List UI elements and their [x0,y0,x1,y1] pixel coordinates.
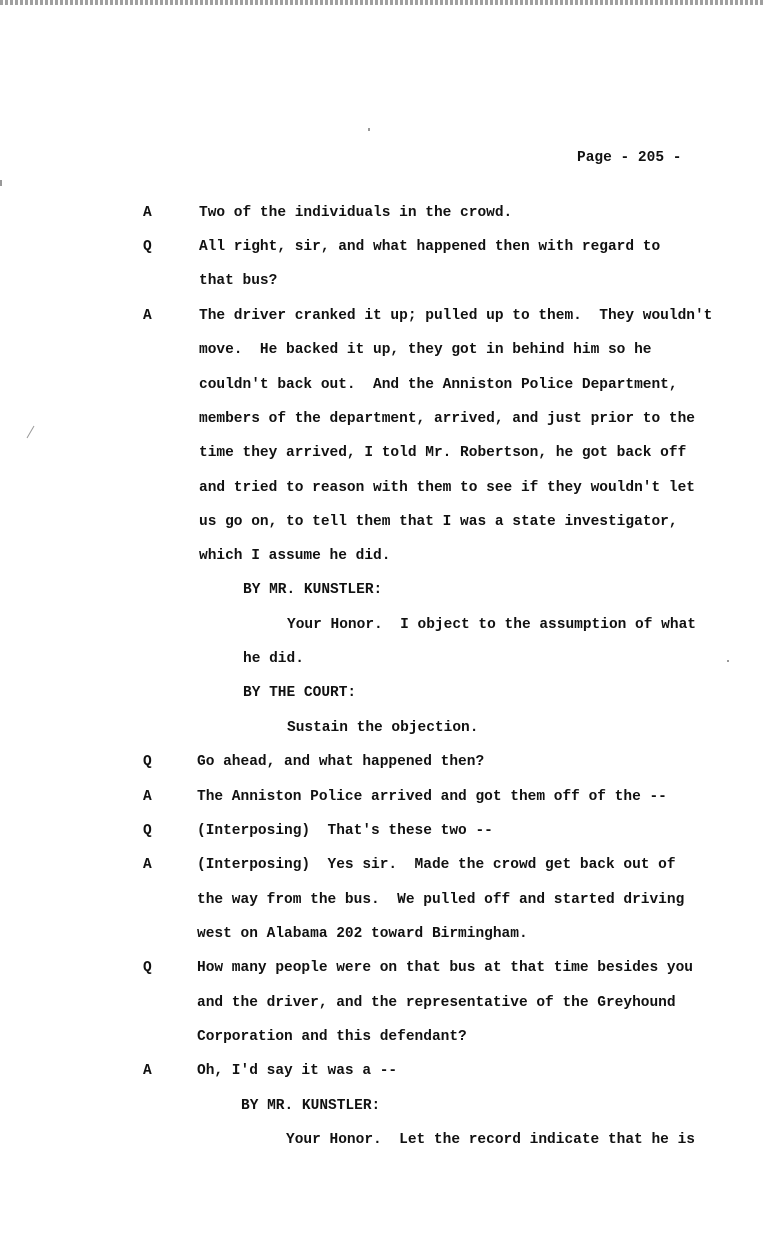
transcript-line: west on Alabama 202 toward Birmingham. [197,926,528,942]
transcript-line: members of the department, arrived, and just prior to the [199,411,695,427]
transcript-line: Sustain the objection. [287,720,479,736]
transcript-line: which I assume he did. [199,548,391,564]
transcript-line: How many people were on that bus at that time besides you [197,960,693,976]
scan-speck [27,426,35,439]
transcript-line: Your Honor. Let the record indicate that he is [286,1132,695,1148]
speaker-label: Q [143,754,152,770]
speaker-label: A [143,1063,152,1079]
scan-speck [727,660,729,662]
scan-speck [0,180,2,186]
transcript-line: the way from the bus. We pulled off and started driving [197,892,685,908]
transcript-line: Your Honor. I object to the assumption of what [287,617,696,633]
transcript-line: time they arrived, I told Mr. Robertson, he got back off [199,445,687,461]
transcript-line: move. He backed it up, they got in behind him so he [199,342,652,358]
transcript-line: The Anniston Police arrived and got them off of the -- [197,789,667,805]
transcript-line: The driver cranked it up; pulled up to them. They wouldn't [199,308,713,324]
transcript-line: and the driver, and the representative of the Greyhound [197,995,676,1011]
speaker-label: Q [143,239,152,255]
transcript-line: All right, sir, and what happened then with regard to [199,239,661,255]
speaker-label: A [143,205,152,221]
transcript-line: us go on, to tell them that I was a state investigator, [199,514,678,530]
speaker-label: A [143,789,152,805]
page-number: Page - 205 - [577,150,682,166]
scan-top-edge [0,0,763,5]
transcript-line: (Interposing) Yes sir. Made the crowd get back out of [197,857,676,873]
attorney-heading: BY MR. KUNSTLER: [243,582,383,598]
court-heading: BY THE COURT: [243,685,357,701]
transcript-line: he did. [243,651,304,667]
scan-speck [368,128,370,131]
speaker-label: Q [143,823,152,839]
transcript-line: Oh, I'd say it was a -- [197,1063,398,1079]
transcript-line: Two of the individuals in the crowd. [199,205,513,221]
transcript-line: and tried to reason with them to see if they wouldn't let [199,480,695,496]
transcript-line: couldn't back out. And the Anniston Police Department, [199,377,678,393]
speaker-label: Q [143,960,152,976]
transcript-line: Corporation and this defendant? [197,1029,467,1045]
attorney-heading: BY MR. KUNSTLER: [241,1098,381,1114]
speaker-label: A [143,857,152,873]
transcript-line: (Interposing) That's these two -- [197,823,493,839]
transcript-line: that bus? [199,273,278,289]
transcript-line: Go ahead, and what happened then? [197,754,485,770]
speaker-label: A [143,308,152,324]
